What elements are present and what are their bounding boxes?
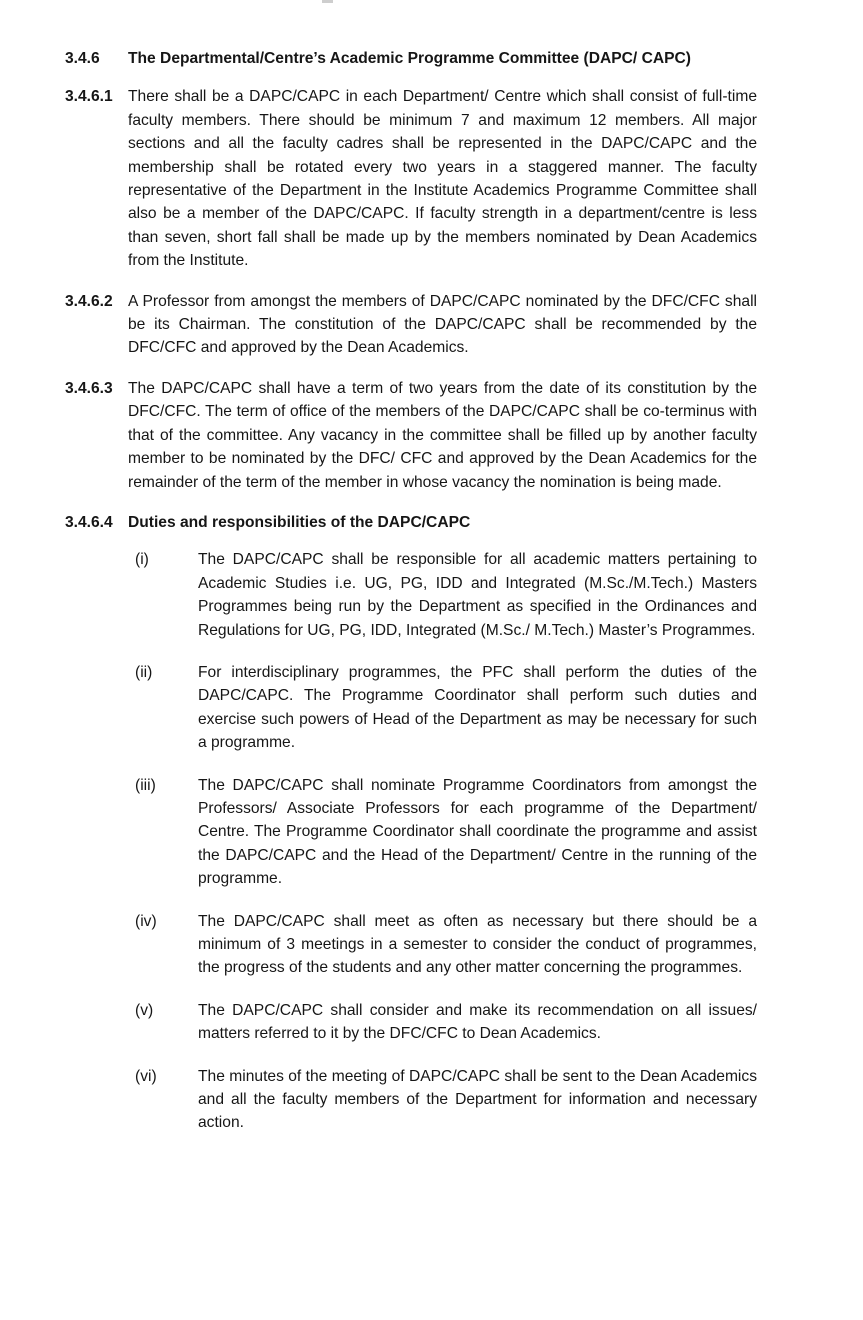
list-item-text: The DAPC/CAPC shall meet as often as necessary but there should be a minimum of 3 meetings in a semester to consider the conduct of programmes, the progress of the students and any other matter concerning the programmes. bbox=[198, 912, 757, 977]
list-item-text: The DAPC/CAPC shall be responsible for all academic matters pertaining to Academic Studies i.e. UG, PG, IDD and Integrated (M.Sc./M.Tech.) Masters Programmes being run by the Department as specified in the Ordinances and Regulations for UG, PG, IDD, Integrated (M.Sc./ M.Tech.) Master’s Programmes. bbox=[198, 551, 757, 639]
list-marker: (v) bbox=[135, 1001, 154, 1019]
section-number: 3.4.6 bbox=[65, 50, 100, 67]
clause-text: A Professor from amongst the members of DAPC/CAPC nominated by the DFC/CFC shall be its Chairman. The constitution of the DAPC/CAPC shall be recommended by the DFC/CFC and approved by the Dean Academics. bbox=[128, 292, 757, 357]
list-marker: (ii) bbox=[135, 663, 153, 681]
clause-text: The DAPC/CAPC shall have a term of two years from the date of its constitution by the DFC/CFC. The term of office of the members of the DAPC/CAPC shall be co-terminus with that of the committee. Any vacancy in the committee shall be filled up by another faculty member to be nominated by the DFC/ CFC and approved by the Dean Academics for the remainder of the term of the member in whose vacancy the nomination is being made. bbox=[128, 379, 757, 491]
clause-number: 3.4.6.3 bbox=[65, 379, 113, 397]
list-marker: (vi) bbox=[135, 1067, 157, 1085]
clause-number: 3.4.6.4 bbox=[65, 513, 113, 531]
subsection-title: Duties and responsibilities of the DAPC/CAPC bbox=[128, 513, 471, 531]
list-item-iii bbox=[135, 774, 863, 891]
section-3-4-6-2 bbox=[65, 290, 863, 360]
section-3-4-6 bbox=[65, 47, 863, 70]
list-marker: (iii) bbox=[135, 776, 156, 794]
section-3-4-6-4 bbox=[65, 511, 863, 534]
duties-list bbox=[135, 548, 863, 1135]
scan-artifact bbox=[322, 0, 333, 3]
list-item-ii bbox=[135, 661, 863, 755]
section-3-4-6-1 bbox=[65, 85, 863, 272]
list-item-iv bbox=[135, 910, 863, 980]
clause-text: There shall be a DAPC/CAPC in each Department/ Centre which shall consist of full-time faculty members. There should be minimum 7 and maximum 12 members. All major sections and all the faculty cadres shall be represented in the DAPC/CAPC and the membership shall be rotated every two years in a staggered manner. The faculty representative of the Department in the Institute Academics Programme Committee shall also be a member of the DAPC/CAPC. If faculty strength in a department/centre is less than seven, short fall shall be made up by the members nominated by Dean Academics from the Institute. bbox=[128, 88, 757, 270]
list-marker: (iv) bbox=[135, 912, 157, 930]
list-item-v bbox=[135, 999, 863, 1046]
clause-number: 3.4.6.1 bbox=[65, 88, 113, 106]
clause-number: 3.4.6.2 bbox=[65, 292, 113, 310]
list-item-vi bbox=[135, 1065, 863, 1135]
section-title: The Departmental/Centre’s Academic Programme Committee (DAPC/ CAPC) bbox=[128, 50, 691, 67]
list-item-text: The DAPC/CAPC shall nominate Programme Coordinators from amongst the Professors/ Associate Professors for each programme of the Department/ Centre. The Programme Coordinator shall coordinate the programme and assist the DAPC/CAPC and the Head of the Department/ Centre in the running of the programme. bbox=[198, 776, 757, 888]
section-3-4-6-3 bbox=[65, 377, 863, 494]
list-item-text: The minutes of the meeting of DAPC/CAPC shall be sent to the Dean Academics and all the faculty members of the Department for information and necessary action. bbox=[198, 1067, 757, 1132]
list-item-text: For interdisciplinary programmes, the PFC shall perform the duties of the DAPC/CAPC. The Programme Coordinator shall perform such duties and exercise such powers of Head of the Department as may be necessary for such a programme. bbox=[198, 663, 757, 752]
list-item-i bbox=[135, 548, 863, 642]
list-marker: (i) bbox=[135, 551, 149, 569]
list-item-text: The DAPC/CAPC shall consider and make its recommendation on all issues/ matters referred to it by the DFC/CFC to Dean Academics. bbox=[198, 1001, 757, 1043]
